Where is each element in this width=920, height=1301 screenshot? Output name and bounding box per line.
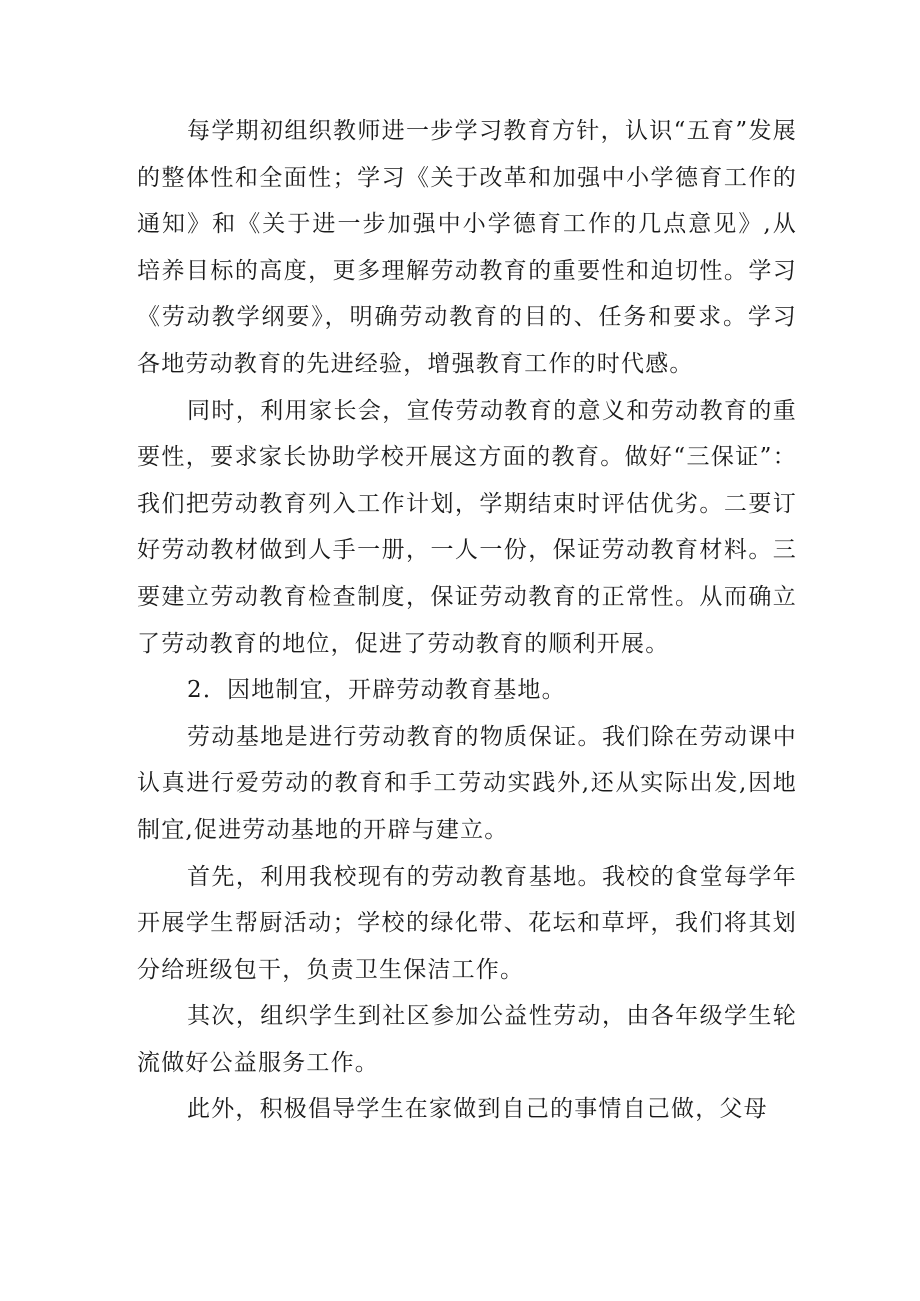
document-body	[137, 108, 797, 1133]
paragraph-parent-meeting: 同时，利用家长会，宣传劳动教育的意义和劳动教育的重要性，要求家长协助学校开展这方面的教育。做好“三保证”：我们把劳动教育列入工作计划，学期结束时评估优劣。二要订好劳动教材做到人手一册，一人一份，保证劳动教育材料。三要建立劳动教育检查制度，保证劳动教育的正常性。从而确立了劳动教育的地位，促进了劳动教育的顺利开展。	[137, 397, 797, 657]
paragraph-first: 首先，利用我校现有的劳动教育基地。我校的食堂每学年开展学生帮厨活动；学校的绿化带、花坛和草坪，我们将其划分给班级包干，负责卫生保洁工作。	[137, 863, 797, 983]
section-heading-labor-base: 2．因地制宜，开辟劳动教育基地。	[187, 677, 566, 704]
paragraph-additionally: 此外，积极倡导学生在家做到自己的事情自己做，父母	[187, 1096, 768, 1123]
paragraph-labor-base: 劳动基地是进行劳动教育的物质保证。我们除在劳动课中认真进行爱劳动的教育和手工劳动实践外,还从实际出发,因地制宜,促进劳动基地的开辟与建立。	[137, 723, 797, 843]
paragraph-second: 其次，组织学生到社区参加公益性劳动，由各年级学生轮流做好公益服务工作。	[137, 1003, 797, 1076]
paragraph-study-policy: 每学期初组织教师进一步学习教育方针，认识“五育”发展的整体性和全面性；学习《关于改革和加强中小学德育工作的通知》和《关于进一步加强中小学德育工作的几点意见》,从培养目标的高度，更多理解劳动教育的重要性和迫切性。学习《劳动教学纲要》，明确劳动教育的目的、任务和要求。学习各地劳动教育的先进经验，增强教育工作的时代感。	[137, 118, 797, 377]
